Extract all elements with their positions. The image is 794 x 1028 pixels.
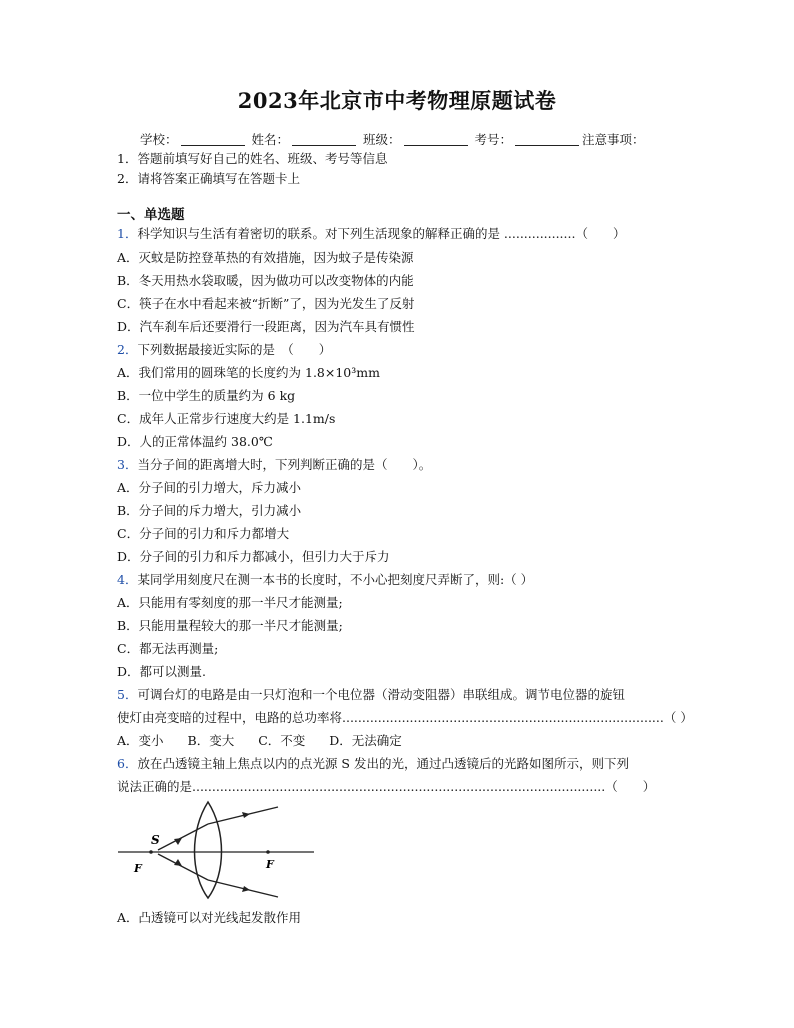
question-number: 1． (117, 226, 138, 241)
question-4-stem (117, 570, 533, 588)
notice-label: 注意事项： (582, 132, 645, 147)
label-s: S (151, 833, 160, 847)
arrow-upper-refracted (242, 812, 250, 818)
section-title: 一、单选题 (117, 207, 185, 223)
convex-lens-diagram (118, 800, 318, 900)
question-5-stem (117, 685, 625, 703)
question-1-option-d: D．汽车刹车后还要滑行一段距离，因为汽车具有惯性 (117, 319, 415, 334)
ray-lower-refracted (208, 880, 278, 897)
question-5-stem-cont: 使灯由亮变暗的过程中，电路的总功率将.................................................................................（ ） (117, 710, 693, 725)
question-text: 科学知识与生活有着密切的联系。对下列生活现象的解释正确的是 ..................（ ） (137, 226, 626, 241)
label-f-left: F (134, 862, 142, 875)
question-1-stem (117, 224, 625, 242)
question-4-option-b: B．只能用量程较大的那一半尺才能测量; (117, 618, 343, 633)
question-text: 当分子间的距离增大时，下列判断正确的是（ ）。 (137, 457, 432, 472)
class-label: 班级： (363, 132, 401, 147)
ray-upper-incident (158, 824, 208, 850)
question-text: 下列数据最接近实际的是 （ ） (137, 342, 332, 357)
question-3-option-a: A．分子间的引力增大，斥力减小 (117, 480, 302, 495)
question-text: 放在凸透镜主轴上焦点以内的点光源 S 发出的光，通过凸透镜后的光路如图所示，则下列 (137, 756, 629, 771)
convex-lens (195, 802, 222, 898)
question-2-option-a: A．我们常用的圆珠笔的长度约为 1.8×10³mm (117, 365, 380, 380)
question-number: 6． (117, 756, 138, 771)
question-4-option-a: A．只能用有零刻度的那一半尺才能测量; (117, 595, 343, 610)
question-1-option-b: B．冬天用热水袋取暖，因为做功可以改变物体的内能 (117, 273, 414, 288)
question-2-option-d: D．人的正常体温约 38.0℃ (117, 434, 273, 449)
question-number: 2． (117, 342, 138, 357)
school-blank (181, 133, 245, 146)
question-5-option-c: C．不变 (258, 733, 306, 748)
name-label: 姓名： (251, 132, 290, 147)
question-3-option-c: C．分子间的引力和斥力都增大 (117, 526, 290, 541)
ray-lower-incident (158, 854, 208, 880)
question-5-option-a: A．变小 (117, 733, 164, 748)
question-number: 5． (117, 687, 138, 702)
arrow-lower-refracted (242, 886, 250, 892)
question-3-option-d: D．分子间的引力和斥力都减小，但引力大于斥力 (117, 549, 390, 564)
question-text: 某同学用刻度尺在测一本书的长度时，不小心把刻度尺弄断了，则:（ ） (137, 572, 534, 587)
school-label: 学校： (140, 132, 178, 147)
exam-title: 2023年北京市中考物理原题试卷 (237, 88, 557, 113)
focal-point-right (266, 850, 270, 854)
question-4-option-c: C．都无法再测量; (117, 641, 219, 656)
question-6-stem-cont: 说法正确的是........................................................................................................（ ） (117, 779, 656, 794)
question-5-option-d: D．无法确定 (329, 733, 402, 748)
question-4-option-d: D．都可以测量. (117, 664, 206, 679)
question-2-stem (117, 340, 331, 358)
question-3-option-b: B．分子间的斥力增大，引力减小 (117, 503, 302, 518)
note-1: 1．答题前填写好自己的姓名、班级、考号等信息 (117, 151, 388, 166)
focal-point-left (149, 850, 153, 854)
question-3-stem (117, 455, 431, 473)
student-info-row (140, 130, 645, 148)
question-6-option-a: A．凸透镜可以对光线起发散作用 (117, 910, 302, 925)
name-blank (292, 133, 356, 146)
question-2-option-b: B．一位中学生的质量约为 6 kg (117, 388, 296, 403)
question-5-options (117, 731, 422, 749)
exam-number-blank (515, 133, 579, 146)
ray-upper-refracted (208, 807, 278, 824)
question-5-option-b: B．变大 (187, 733, 235, 748)
question-text: 可调台灯的电路是由一只灯泡和一个电位器（滑动变阻器）串联组成。调节电位器的旋钮 (137, 687, 625, 702)
question-1-option-a: A．灭蚊是防控登革热的有效措施，因为蚊子是传染源 (117, 250, 414, 265)
question-number: 3． (117, 457, 138, 472)
question-6-stem (117, 754, 629, 772)
note-2: 2．请将答案正确填写在答题卡上 (117, 171, 300, 186)
question-2-option-c: C．成年人正常步行速度大约是 1.1m/s (117, 411, 336, 426)
question-1-option-c: C．筷子在水中看起来被“折断”了，因为光发生了反射 (117, 296, 415, 311)
question-number: 4． (117, 572, 138, 587)
class-blank (404, 133, 468, 146)
exam-number-label: 考号： (474, 132, 513, 147)
label-f-right: F (266, 858, 274, 871)
